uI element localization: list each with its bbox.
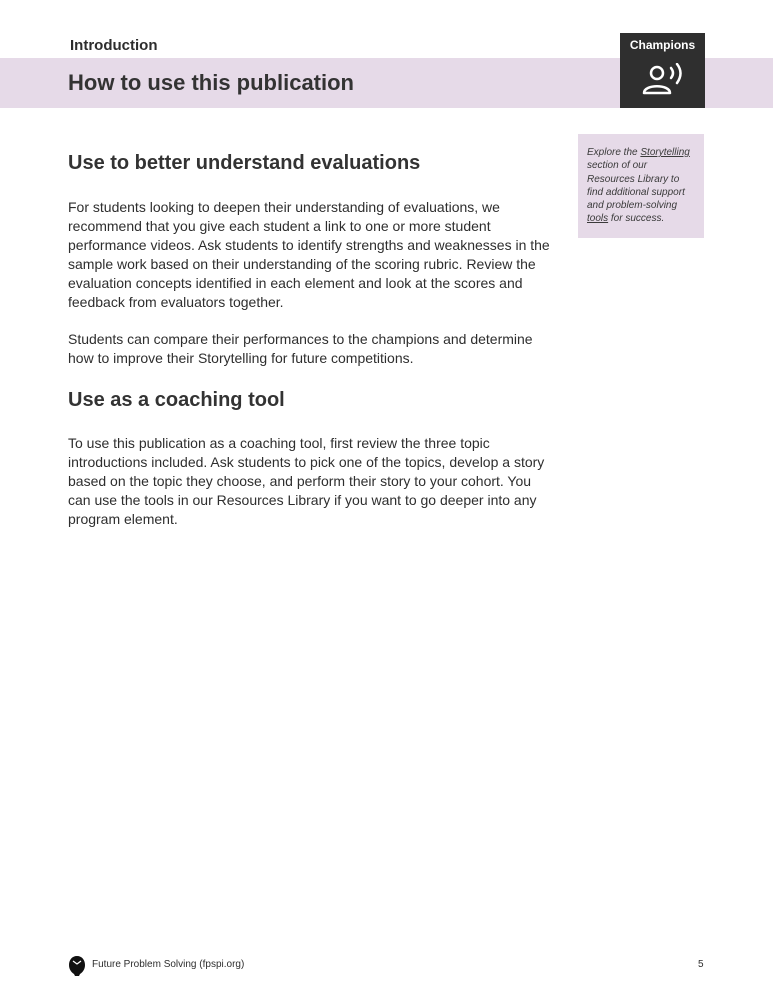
- callout-text-end: for success.: [608, 213, 665, 225]
- callout-text-start: Explore the: [587, 147, 641, 158]
- paragraph-coaching-1: To use this publication as a coaching tool, first review the three topic introductions included. Ask students to pick one of the topics, develop a story based on the topic they choose, and perform their story to your cohort. You can use the tools in our Resources Library if you want to go deeper into any program element.: [68, 435, 545, 527]
- section-heading-coaching: Use as a coaching tool: [68, 389, 285, 411]
- section-label: Introduction: [70, 37, 158, 54]
- champions-badge: [620, 33, 705, 108]
- footer-org-text: Future Problem Solving (fpspi.org): [92, 959, 245, 970]
- storytelling-link[interactable]: Storytelling: [640, 147, 690, 158]
- page-number: 5: [698, 959, 704, 970]
- fpspi-logo-icon: [68, 954, 86, 976]
- tools-link[interactable]: tools: [587, 213, 609, 225]
- paragraph-evaluations-1: For students looking to deepen their understanding of evaluations, we recommend that you give each student a link to one or more student performance videos. Ask students to identify strengths and weaknesses in the sample work based on their understanding of the scoring rubric. Review the evaluation concepts identified in each element and look at the scores and feedback from evaluators together.: [68, 199, 550, 310]
- speaking-person-icon: [640, 63, 686, 99]
- callout-text-middle: section of our Resources Library to find additional support and problem-solving: [587, 160, 685, 212]
- page-title: How to use this publication: [68, 70, 354, 95]
- paragraph-evaluations-2: Students can compare their performances to the champions and determine how to improve their Storytelling for future competitions.: [68, 331, 533, 366]
- badge-label: Champions: [629, 38, 696, 52]
- resources-callout: [578, 134, 704, 238]
- section-heading-evaluations: Use to better understand evaluations: [68, 152, 421, 174]
